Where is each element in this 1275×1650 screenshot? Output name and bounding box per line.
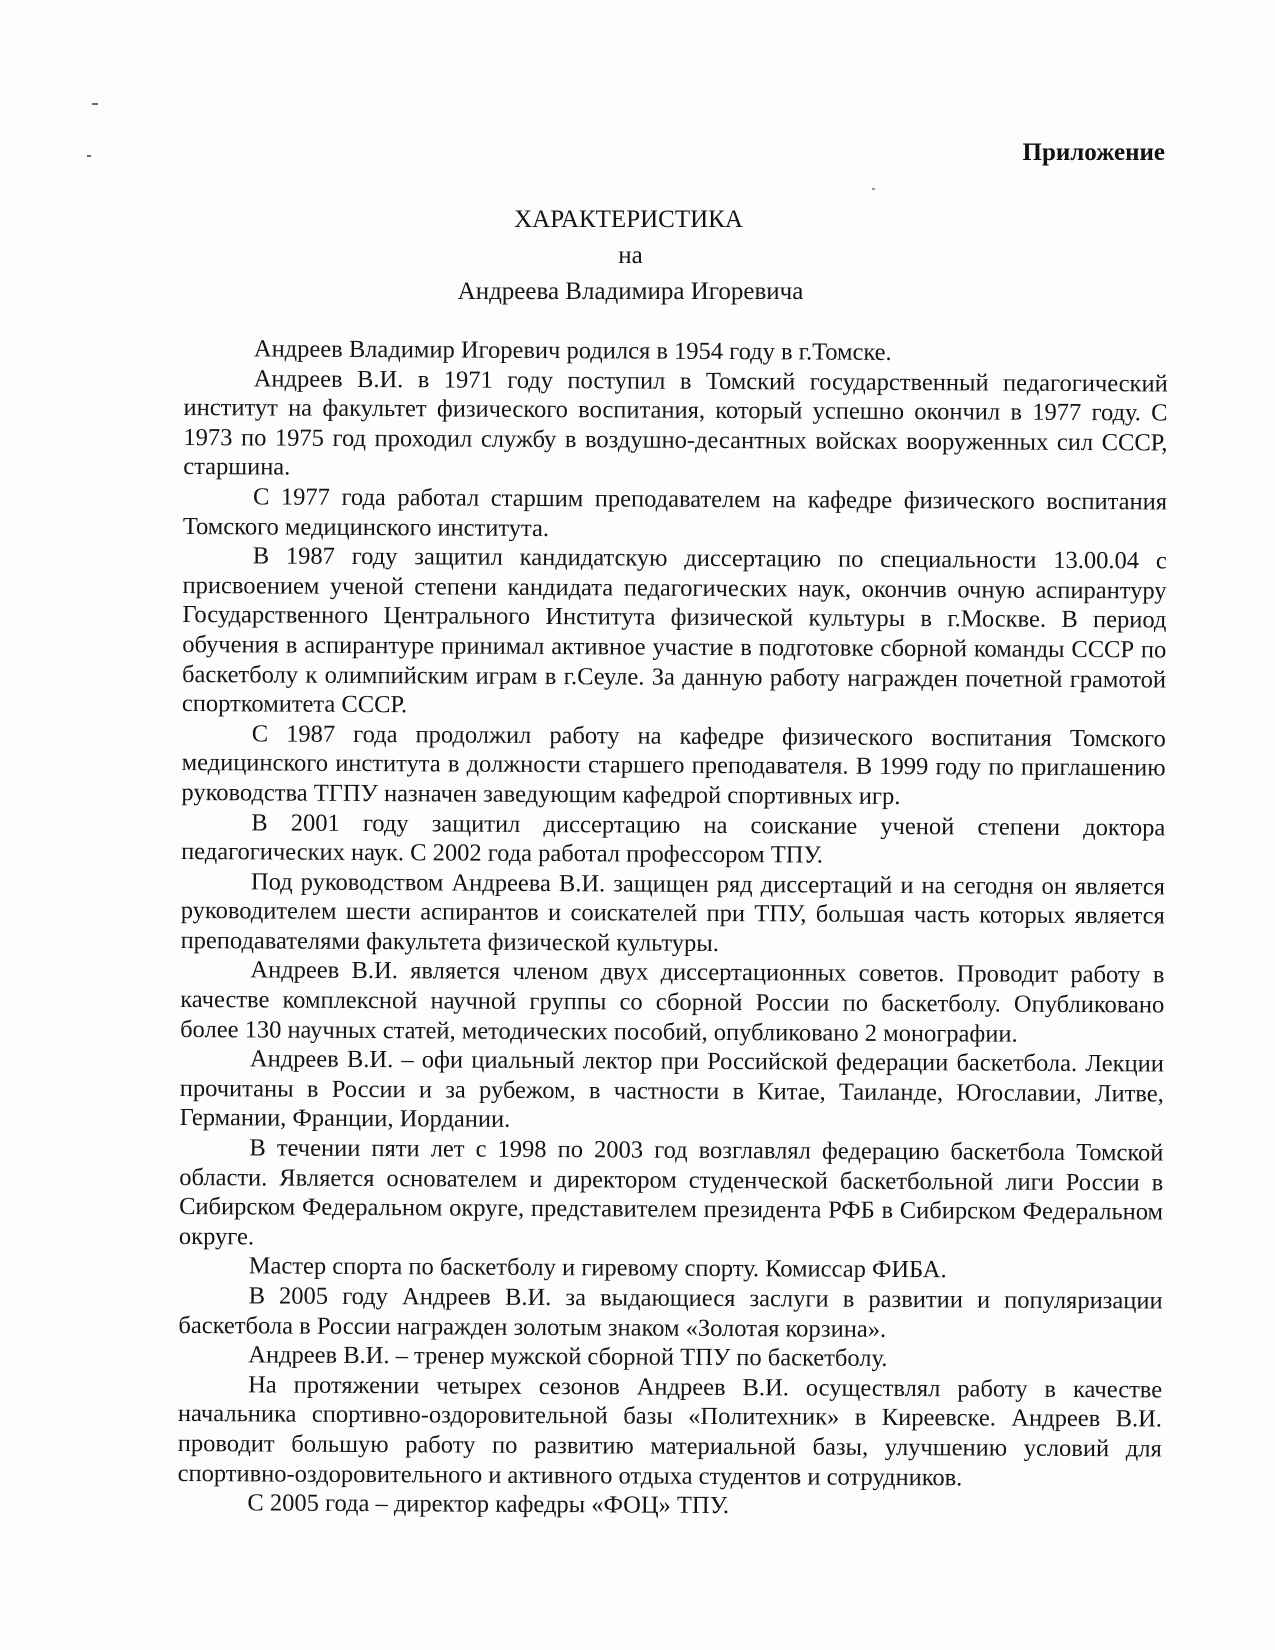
paragraph-continued-work: С 1987 года продолжил работу на кафедре физического воспитания Томского медицинского института в должности старшего преподавателя. В 1999 году по приглашению руководства ТГПУ назначен заведующим кафедрой спортивных игр. bbox=[181, 720, 1166, 810]
cut-off-text-line bbox=[250, 1640, 1190, 1650]
paragraph-coach: Андреев В.И. – тренер мужской сборной ТПУ по баскетболу. bbox=[248, 1341, 888, 1373]
document-title-preposition: на bbox=[618, 242, 643, 269]
document-title-block bbox=[38, 202, 1275, 310]
scan-artifact-mark bbox=[872, 188, 875, 190]
paragraph-golden-basket-award: В 2005 году Андреев В.И. за выдающиеся заслуги в развитии и популяризации баскетбола в России награжден золотым знаком «Золотая корзина». bbox=[178, 1282, 1163, 1343]
paragraph-official-lecturer: Андреев В.И. – офи циальный лектор при Российской федерации баскетбола. Лекции прочитаны в России и за рубежом, в частности в Китае, Таиланде, Югославии, Литве, Германии, Франции, Иордании. bbox=[179, 1045, 1165, 1134]
paragraph-birth: Андреев Владимир Игоревич родился в 1954 году в г.Томске. bbox=[253, 335, 892, 366]
document-title: ХАРАКТЕРИСТИКА bbox=[514, 206, 743, 233]
paragraph-director: С 2005 года – директор кафедры «ФОЦ» ТПУ. bbox=[247, 1489, 730, 1520]
scan-artifact-mark bbox=[92, 103, 98, 105]
appendix-label: Приложение bbox=[1022, 139, 1165, 166]
paragraph-education: Андреев В.И. в 1971 году поступил в Томский государственный педагогический институт на факультет физического воспитания, который успешно окончил в 1977 году. С 1973 по 1975 год проходил службу в воздушно-десантных войсках вооруженных сил СССР, старшина. bbox=[183, 364, 1168, 481]
scan-artifact-mark bbox=[87, 155, 91, 157]
paragraph-federation: В течении пяти лет с 1998 по 2003 год возглавлял федерацию баскетбола Томской области. Является основателем и директором студенческой баскетбольной лиги России в Сибирском Федеральном округе, представителем президента РФБ в Сибирском Федеральном округе. bbox=[178, 1134, 1164, 1251]
paragraph-early-career: С 1977 года работал старшим преподавателем на кафедре физического воспитания Томского медицинского института. bbox=[182, 483, 1168, 542]
document-subject-name: Андреева Владимира Игоревича bbox=[457, 278, 804, 305]
paragraph-master-of-sport: Мастер спорта по баскетболу и гиревому спорту. Комиссар ФИБА. bbox=[248, 1252, 947, 1284]
paragraph-councils-publications: Андреев В.И. является членом двух диссертационных советов. Проводит работу в качестве комплексной научной группы со сборной России по баскетболу. Опубликовано более 130 научных статей, методических пособий, опубликовано 2 монографии. bbox=[180, 956, 1165, 1048]
document-body bbox=[177, 334, 1168, 1523]
paragraph-doctoral-dissertation: В 2001 году защитил диссертацию на соискание ученой степени доктора педагогических наук. С 2002 года работал профессором ТПУ. bbox=[181, 808, 1166, 869]
paragraph-politechnik-base: На протяжении четырех сезонов Андреев В.И. осуществлял работу в качестве начальника спортивно-оздоровительной базы «Политехник» в Киреевске. Андреев В.И. проводит большую работу по развитию материальной базы, улучшению условий для спортивно-оздоровительного и активного отдыха студентов и сотрудников. bbox=[177, 1371, 1163, 1491]
paragraph-supervision: Под руководством Андреева В.И. защищен ряд диссертаций и на сегодня он является руководителем шести аспирантов и соискателей при ТПУ, большая часть которых является преподавателями факультета физической культуры. bbox=[180, 868, 1166, 957]
paragraph-candidate-dissertation: В 1987 году защитил кандидатскую диссертацию по специальности 13.00.04 с присвоением ученой степени кандидата педагогических наук, окончив очную аспирантуру Государственного Центрального Института физической культуры в г.Москве. В период обучения в аспирантуре принимал активное участие в подготовке сборной команды СССР по баскетболу к олимпийским играм в г.Сеуле. За данную работу награжден почетной грамотой спорткомитета СССР. bbox=[181, 542, 1167, 719]
